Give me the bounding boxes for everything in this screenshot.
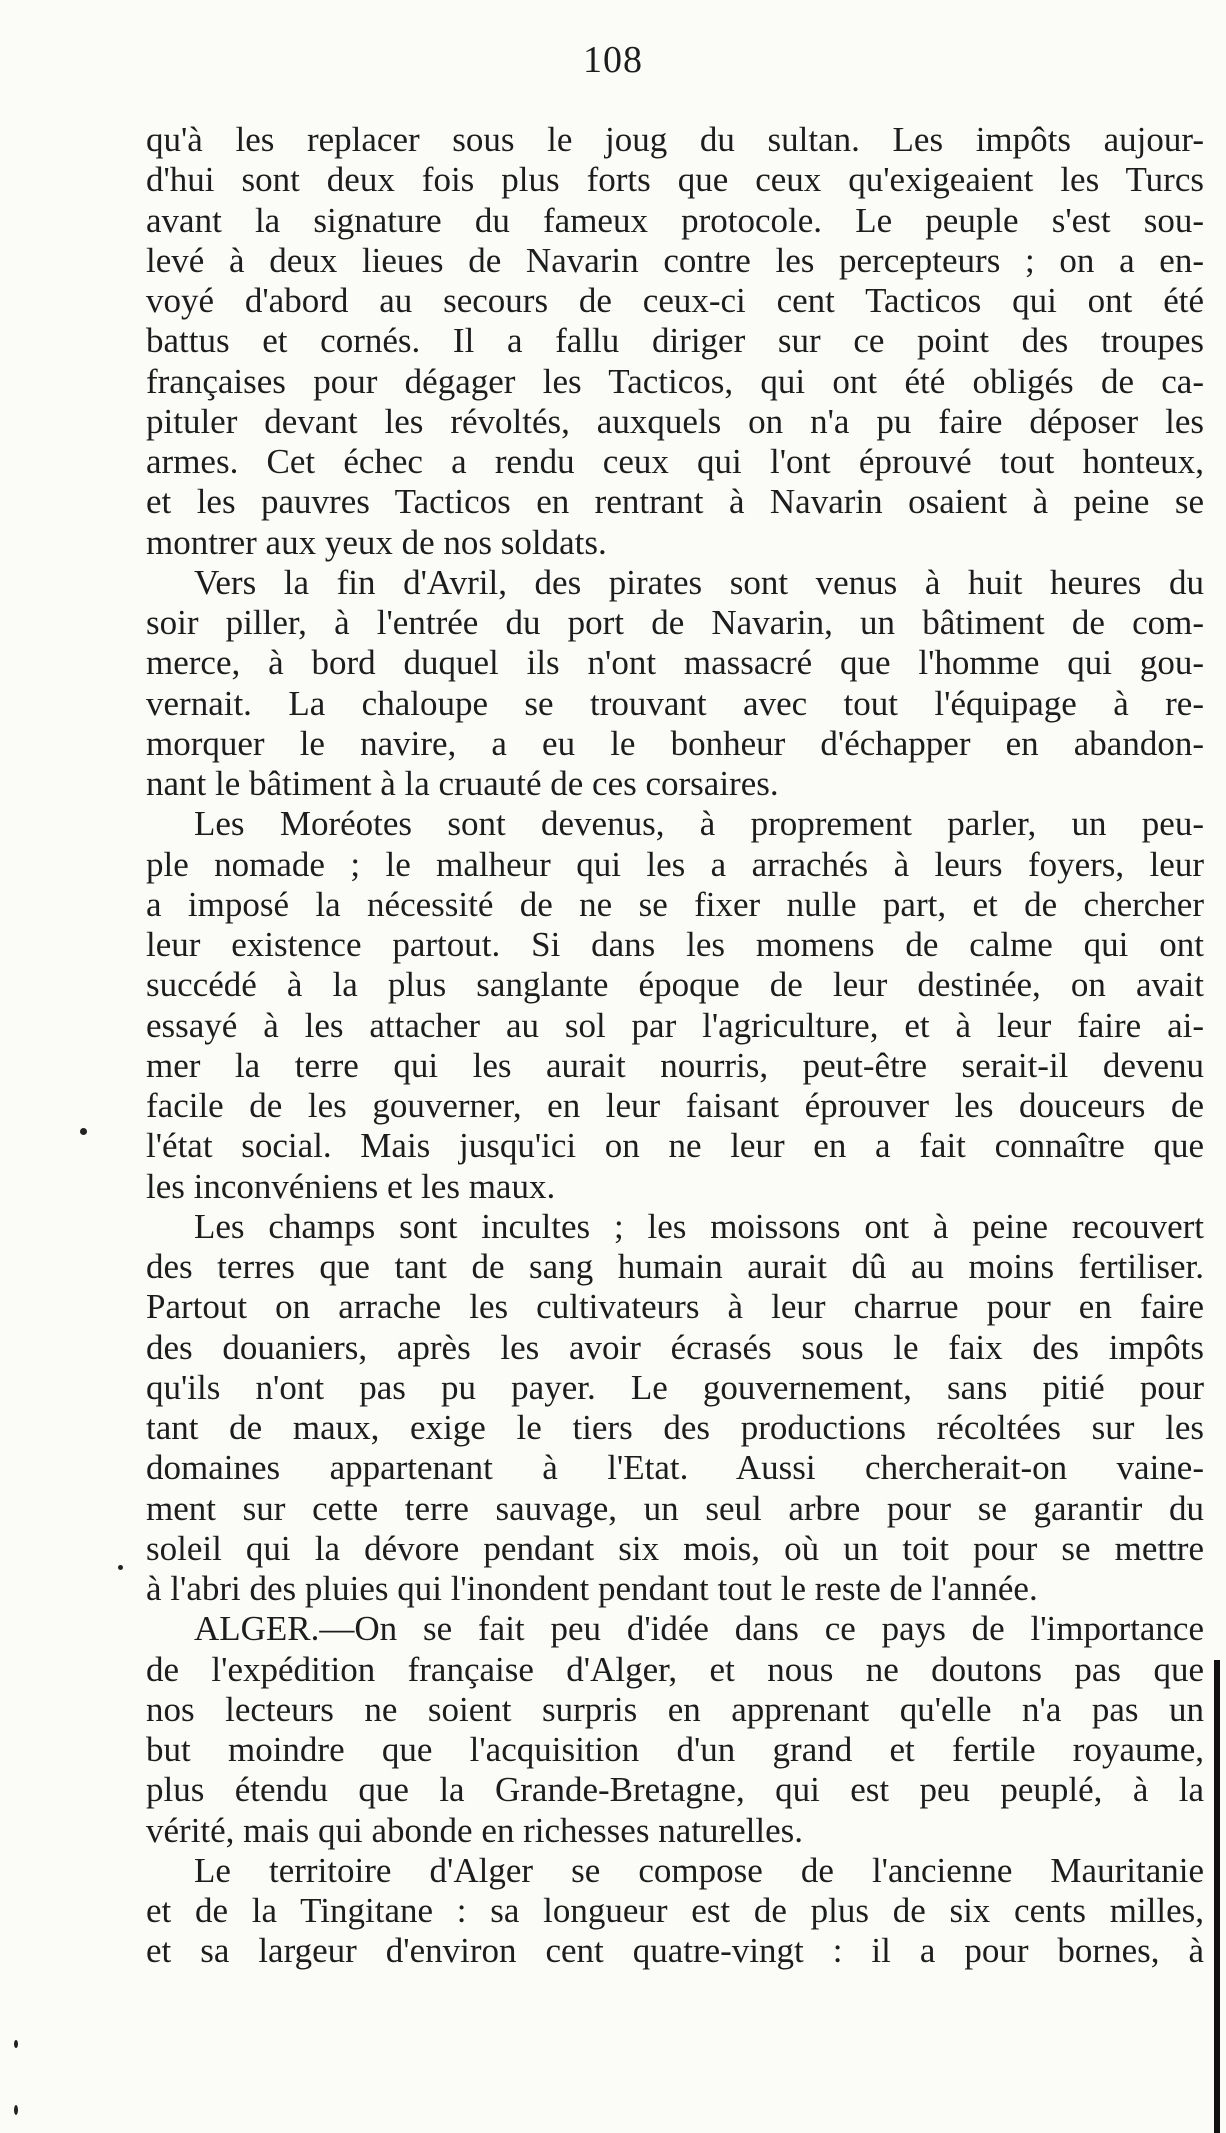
text-line: et les pauvres Tacticos en rentrant à Navarin osaient à peine se: [146, 482, 1204, 522]
page-number: 108: [583, 39, 643, 81]
text-line: voyé d'abord au secours de ceux-ci cent Tacticos qui ont été: [146, 281, 1204, 320]
text-line: pituler devant les révoltés, auxquels on n'a pu faire déposer les: [146, 401, 1204, 441]
text-line: ALGER.—On se fait peu d'idée dans ce pays de l'importance: [194, 1609, 1204, 1649]
text-line: nos lecteurs ne soient surpris en apprenant qu'elle n'a pas un: [146, 1689, 1204, 1729]
text-line: qu'ils n'ont pas pu payer. Le gouvernement, sans pitié pour: [146, 1367, 1204, 1407]
text-line: facile de les gouverner, en leur faisant éprouver les douceurs de: [146, 1086, 1204, 1125]
text-line: montrer aux yeux de nos soldats.: [146, 522, 607, 562]
text-line: nant le bâtiment à la cruauté de ces corsaires.: [146, 764, 779, 803]
text-line: leur existence partout. Si dans les momens de calme qui ont: [146, 925, 1204, 964]
text-line: ment sur cette terre sauvage, un seul arbre pour se garantir du: [146, 1488, 1204, 1528]
text-line: morquer le navire, a eu le bonheur d'échapper en abandon-: [146, 723, 1204, 763]
text-line: vernait. La chaloupe se trouvant avec tout l'équipage à re-: [146, 683, 1204, 723]
text-line: mer la terre qui les aurait nourris, peut-être serait-il devenu: [146, 1045, 1204, 1085]
text-line: Le territoire d'Alger se compose de l'ancienne Mauritanie: [194, 1850, 1204, 1890]
text-line: à l'abri des pluies qui l'inondent pendant tout le reste de l'année.: [146, 1569, 1038, 1608]
text-line: avant la signature du fameux protocole. Le peuple s'est sou-: [146, 200, 1204, 240]
text-line: a imposé la nécessité de ne se fixer nulle part, et de chercher: [146, 884, 1204, 924]
ink-speck: [118, 1565, 123, 1570]
text-line: armes. Cet échec a rendu ceux qui l'ont éprouvé tout honteux,: [146, 442, 1204, 481]
text-line: but moindre que l'acquisition d'un grand et fertile royaume,: [146, 1730, 1204, 1769]
ink-speck: [14, 2105, 18, 2115]
text-line: battus et cornés. Il a fallu diriger sur ce point des troupes: [146, 321, 1204, 361]
text-line: levé à deux lieues de Navarin contre les percepteurs ; on a en-: [146, 240, 1204, 280]
text-line: soir piller, à l'entrée du port de Navarin, un bâtiment de com-: [146, 603, 1204, 642]
text-line: succédé à la plus sanglante époque de leur destinée, on avait: [146, 965, 1204, 1005]
text-line: tant de maux, exige le tiers des productions récoltées sur les: [146, 1408, 1204, 1447]
text-line: Partout on arrache les cultivateurs à leur charrue pour en faire: [146, 1287, 1204, 1327]
text-line: Les champs sont incultes ; les moissons ont à peine recouvert: [194, 1206, 1204, 1246]
text-line: qu'à les replacer sous le joug du sultan. Les impôts aujour-: [146, 120, 1204, 159]
text-line: plus étendu que la Grande-Bretagne, qui est peu peuplé, à la: [146, 1770, 1204, 1810]
text-line: vérité, mais qui abonde en richesses naturelles.: [146, 1810, 804, 1850]
text-line: ple nomade ; le malheur qui les a arrachés à leurs foyers, leur: [146, 844, 1204, 884]
text-line: de l'expédition française d'Alger, et nous ne doutons pas que: [146, 1649, 1204, 1689]
page-body-text: [146, 120, 1204, 1972]
ink-speck: [14, 2040, 18, 2048]
text-line: des terres que tant de sang humain aurait dû au moins fertiliser.: [146, 1247, 1204, 1286]
text-line: merce, à bord duquel ils n'ont massacré que l'homme qui gou-: [146, 643, 1204, 683]
text-line: Les Moréotes sont devenus, à proprement parler, un peu-: [194, 804, 1204, 844]
text-line: et de la Tingitane : sa longueur est de plus de six cents milles,: [146, 1891, 1204, 1930]
text-line: les inconvéniens et les maux.: [146, 1166, 556, 1206]
text-line: domaines appartenant à l'Etat. Aussi chercherait-on vaine-: [146, 1448, 1204, 1488]
text-line: et sa largeur d'environ cent quatre-vingt : il a pour bornes, à: [146, 1931, 1204, 1971]
text-line: d'hui sont deux fois plus forts que ceux qu'exigeaient les Turcs: [146, 160, 1204, 200]
text-line: soleil qui la dévore pendant six mois, où un toit pour se mettre: [146, 1528, 1204, 1568]
text-line: françaises pour dégager les Tacticos, qui ont été obligés de ca-: [146, 361, 1204, 401]
ink-speck: [80, 1128, 87, 1135]
text-line: Vers la fin d'Avril, des pirates sont venus à huit heures du: [194, 562, 1204, 602]
text-line: l'état social. Mais jusqu'ici on ne leur en a fait connaître que: [146, 1126, 1204, 1166]
text-line: des douaniers, après les avoir écrasés sous le faix des impôts: [146, 1327, 1204, 1367]
page-edge-shadow: [1214, 1660, 1220, 2133]
text-line: essayé à les attacher au sol par l'agriculture, et à leur faire ai-: [146, 1005, 1204, 1045]
